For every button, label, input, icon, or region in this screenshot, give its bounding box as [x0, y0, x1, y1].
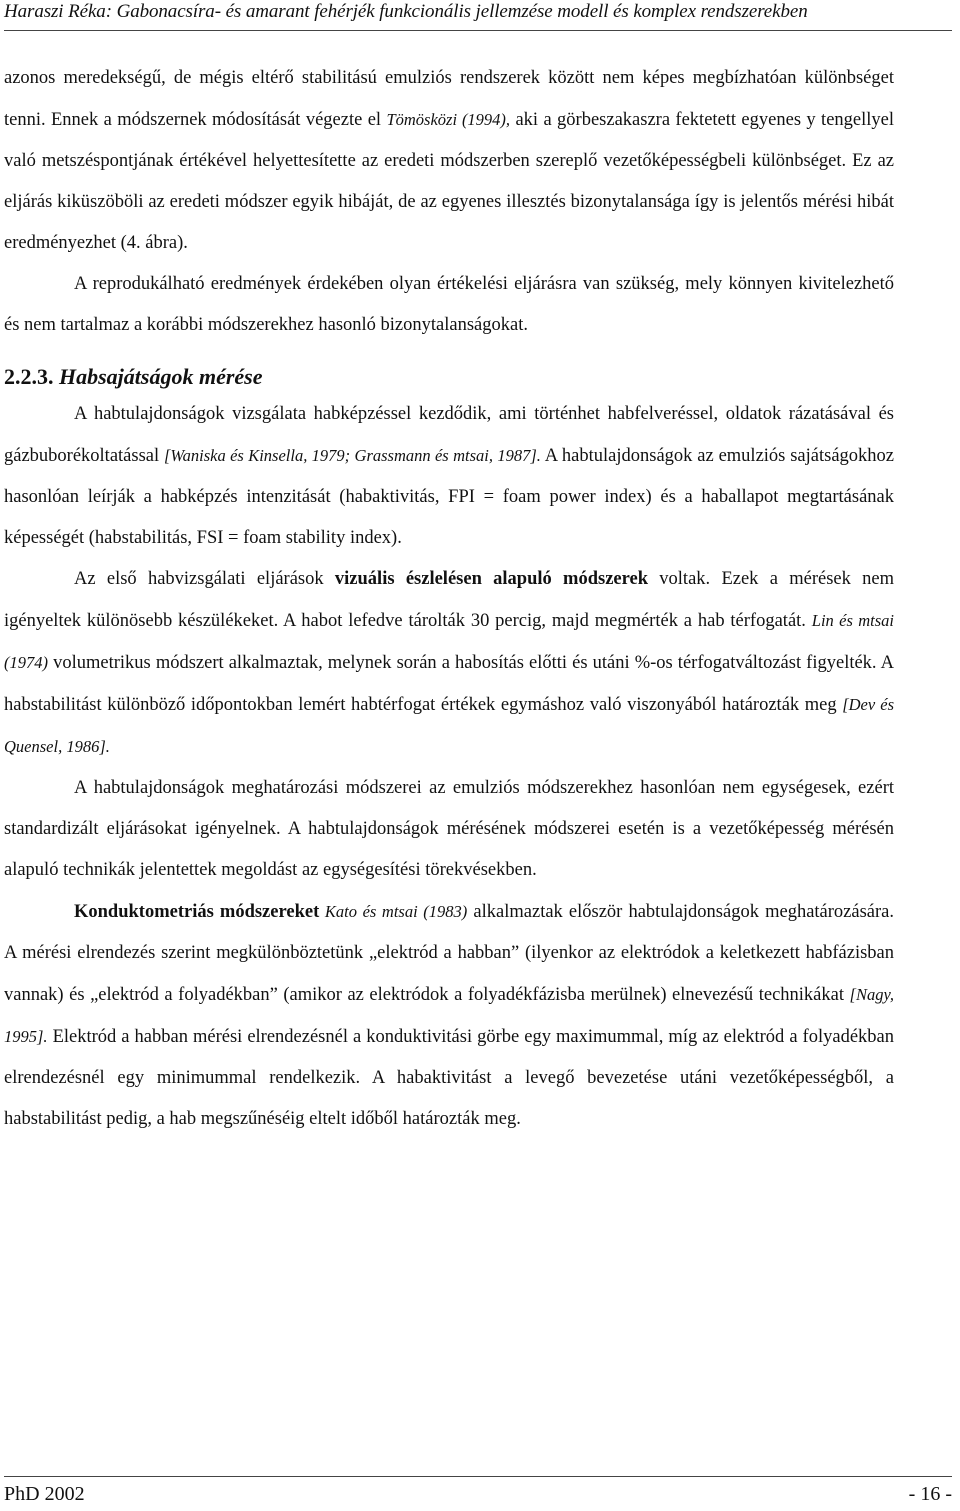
citation: [Waniska és Kinsella, 1979; Grassmann és mtsai, 1987].: [164, 446, 541, 465]
bold-phrase: vizuális észlelésen alapuló módszerek: [334, 569, 648, 589]
paragraph-5: A habtulajdonságok meghatározási módszerei az emulziós módszerekhez hasonlóan nem egységesek, ezért standardizált eljárásokat igényelnek. A habtulajdonságok mérésének módszerei esetén is a vezetőképesség mérésén alapuló technikák jelentettek megoldást az egységesítési törekvésekben.: [4, 778, 894, 880]
text-run: voltak. Ezek a mérések nem igényeltek különösebb készülékeket. A habot lefedve tárolták 30 percig, majd megmérték a hab térfogatát.: [4, 569, 894, 631]
citation: Tömösközi (1994),: [386, 110, 511, 129]
paragraph-6: [4, 891, 894, 1140]
text-run: alkalmaztak először habtulajdonságok meghatározására. A mérési elrendezés szerint megkülönböztetünk „elektród a habban” (ilyenkor az elektródok a keletkezett habfázisban vannak) és „elektród a folyadékban” (amikor az elektródok a folyadékfázisba merülnek) elnevezésű technikákat: [4, 902, 894, 1005]
text-run: azonos meredekségű, de mégis eltérő stabilitású emulziós rendszerek között nem képes megbízhatóan különbséget tenni. Ennek a módszernek módosítását végezte el: [4, 68, 894, 130]
section-heading: [4, 360, 894, 394]
text-run: aki a görbeszakaszra fektetett egyenes y tengellyel való metszéspontjának értékével helyettesítette az eredeti módszerben szereplő vezetőképességbeli különbséget. Ez az eljárás kiküszöböli az eredeti módszer egyik hibáját, de az egyenes illesztés bizonytalansága így is jelentős mérési hibát eredményezhet (4. ábra).: [4, 110, 894, 253]
page-footer: [4, 1476, 952, 1511]
text-run: Elektród a habban mérési elrendezésnél a konduktivitási görbe egy maximummal, míg az elektród a folyadékban elrendezésnél egy minimummal rendelkezik. A habaktivitást a levegő bevezetése utáni vezetőképességből, a habstabilitást pedig, a hab megszűnéséig eltelt időből határozták meg.: [4, 1027, 894, 1129]
bold-phrase: Konduktometriás módszereket: [74, 902, 320, 922]
citation: [Dev és Quensel, 1986].: [4, 695, 895, 756]
running-title: Haraszi Réka: Gabonacsíra- és amarant fehérjék funkcionális jellemzése modell és komplex rendszerekben: [4, 1, 808, 22]
text-run: A habtulajdonságok az emulziós sajátságokhoz hasonlóan leírják a habképzés intenzitását (habaktivitás, FPI = foam power index) és a haballapot megtartásának képességét (habstabilitás, FSI = foam stability index).: [4, 446, 894, 548]
citation: [Nagy, 1995].: [4, 985, 894, 1046]
paragraph-1: [4, 58, 894, 264]
text-run: volumetrikus módszert alkalmaztak, melynek során a habosítás előtti és utáni %-os térfogatváltozást figyelték. A habstabilitást különböző időpontokban lemért habtérfogat értékek egymáshoz való viszonyából határozták meg: [4, 653, 894, 715]
footer-degree-year: PhD 2002: [4, 1483, 85, 1505]
paragraph-3: [4, 394, 894, 559]
citation: Lin és mtsai (1974): [4, 611, 894, 672]
page-number: - 16 -: [908, 1483, 952, 1505]
text-run: Az első habvizsgálati eljárások: [74, 569, 335, 589]
section-title: Habsajátságok mérése: [59, 364, 263, 389]
document-body: [4, 58, 894, 1140]
paragraph-2: A reprodukálható eredmények érdekében olyan értékelési eljárásra van szükség, mely könnyen kivitelezhető és nem tartalmaz a korábbi módszerekhez hasonló bizonytalanságokat.: [4, 274, 894, 335]
text-run: A habtulajdonságok vizsgálata habképzéssel kezdődik, ami történhet habfelveréssel, oldatok rázatásával és gázbuborékoltatással: [4, 404, 894, 466]
citation: Kato és mtsai (1983): [319, 902, 468, 921]
section-number: 2.2.3.: [4, 364, 54, 389]
page-header: [4, 0, 952, 31]
paragraph-4: [4, 559, 894, 768]
